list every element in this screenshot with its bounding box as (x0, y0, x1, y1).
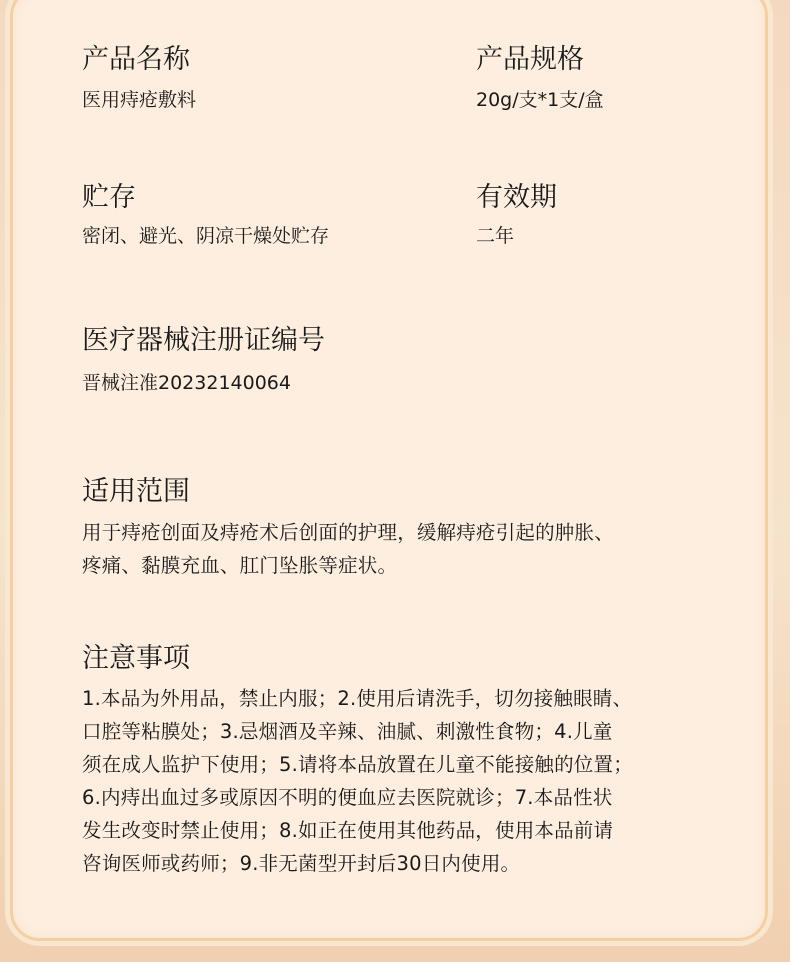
product-spec-label: 产品规格 (476, 44, 584, 75)
storage-section (82, 180, 329, 252)
precautions-line: 发生改变时禁止使用；8.如正在使用其他药品，使用本品前请 (82, 819, 614, 842)
product-name-label: 产品名称 (82, 44, 190, 75)
scope-line: 用于痔疮创面及痔疮术后创面的护理，缓解痔疮引起的肿胀、 (82, 521, 614, 544)
registration-label: 医疗器械注册证编号 (82, 325, 325, 356)
registration-section (82, 323, 325, 399)
precautions-line: 咨询医师或药师；9.非无菌型开封后30日内使用。 (82, 852, 521, 875)
product-name-value: 医用痔疮敷料 (82, 89, 197, 111)
precautions-section (82, 641, 742, 880)
scope-label: 适用范围 (82, 476, 190, 507)
scope-text (82, 516, 742, 582)
storage-label: 贮存 (82, 182, 136, 213)
storage-value: 密闭、避光、阴凉干燥处贮存 (82, 225, 330, 247)
precautions-line: 口腔等粘膜处；3.忌烟酒及辛辣、油腻、刺激性食物；4.儿童 (82, 720, 613, 743)
validity-section (476, 180, 557, 252)
scope-line: 疼痛、黏膜充血、肛门坠胀等症状。 (82, 554, 398, 577)
registration-value: 晋械注准20232140064 (82, 372, 291, 394)
precautions-text (82, 682, 742, 880)
scope-section (82, 474, 742, 582)
validity-value: 二年 (476, 225, 515, 247)
product-spec-value: 20g/支*1支/盒 (476, 89, 604, 111)
precautions-line: 1.本品为外用品，禁止内服；2.使用后请洗手，切勿接触眼睛、 (82, 687, 633, 710)
validity-label: 有效期 (476, 182, 557, 213)
product-name-section (82, 42, 196, 116)
product-spec-section (476, 42, 604, 116)
precautions-line: 须在成人监护下使用；5.请将本品放置在儿童不能接触的位置； (82, 753, 633, 776)
precautions-line: 6.内痔出血过多或原因不明的便血应去医院就诊；7.本品性状 (82, 786, 613, 809)
precautions-label: 注意事项 (82, 643, 190, 674)
